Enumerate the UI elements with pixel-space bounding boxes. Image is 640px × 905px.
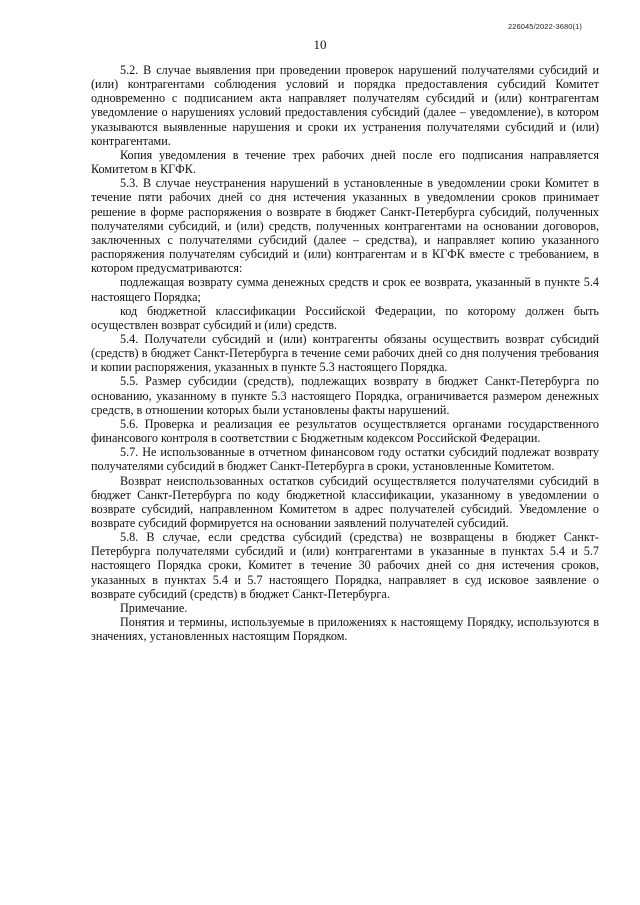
paragraph-notice-copy: Копия уведомления в течение трех рабочих дней после его подписания направляется Комитетом в КГФК. (91, 147, 599, 177)
page-number: 10 (313, 37, 327, 52)
paragraph-5-6: 5.6. Проверка и реализация ее результатов осуществляется органами государственного финансового контроля в соответствии с Бюджетным кодексом Российской Федерации. (91, 416, 599, 446)
paragraph-5-7: 5.7. Не использованные в отчетном финансовом году остатки субсидий подлежат возврату получателями субсидий в бюджет Санкт-Петербурга в сроки, установленные Комитетом. (91, 445, 599, 474)
paragraph-5-4: 5.4. Получатели субсидий и (или) контрагенты обязаны осуществить возврат субсидий (средств) в бюджет Санкт-Петербурга в течение семи рабочих дней со дня получения требования и копии распоряжения, указанных в пункте 5.3 настоящего Порядка. (91, 331, 599, 375)
paragraph-5-8: 5.8. В случае, если средства субсидий (средства) не возвращены в бюджет Санкт-Петербурга получателями субсидий и (или) контрагентами в указанные в пунктах 5.4 и 5.7 настоящего Порядка сроки, Комитет в течение 30 рабочих дней со дня истечения сроков, указанных в пунктах 5.4 и 5.7 настоящего Порядка, направляет в суд исковое заявление о возврате субсидий (средств) в бюджет Санкт-Петербурга. (91, 530, 599, 601)
paragraph-5-5: 5.5. Размер субсидии (средств), подлежащих возврату в бюджет Санкт-Петербурга по основанию, указанному в пункте 5.3 настоящего Порядка, ограничивается размером денежных средств, в отношении которых были установлены факты нарушений. (91, 374, 599, 417)
document-body (91, 63, 599, 643)
paragraph-budget-code: код бюджетной классификации Российской Федерации, по которому должен быть осуществлен возврат субсидий и (или) средств. (91, 303, 599, 332)
paragraph-note-heading: Примечание. (120, 600, 188, 615)
paragraph-return-amount: подлежащая возврату сумма денежных средств и срок ее возврата, указанный в пункте 5.4 настоящего Порядка; (91, 275, 599, 304)
paragraph-5-2: 5.2. В случае выявления при проведении проверок нарушений получателями субсидий и (или) контрагентами соблюдения условий и порядка предоставления субсидий Комитет одновременно с подписанием акта направляет получателям субсидий и (или) контрагентам уведомление о нарушениях условий предоставления субсидий (далее – уведомление), в котором указываются выявленные нарушения и сроки их устранения получателями субсидий и (или) контрагентами. (91, 63, 599, 148)
paragraph-unused-remainders: Возврат неиспользованных остатков субсидий осуществляется получателями субсидий в бюджет Санкт-Петербурга по коду бюджетной классификации, указанному в уведомлении о возврате субсидий, направленном Комитетом в адрес получателей субсидий. Уведомление о возврате субсидий формируется на основании заявлений получателей субсидий. (91, 473, 599, 530)
paragraph-5-3: 5.3. В случае неустранения нарушений в установленные в уведомлении сроки Комитет в течение пяти рабочих дней со дня истечения указанных в уведомлении сроков принимает решение в форме распоряжения о возврате в бюджет Санкт-Петербурга субсидий, полученных получателями субсидий, и (или) средств, полученных контрагентами на основании договоров, заключенных с получателями субсидий (далее – средства), и направляет копию указанного распоряжения получателям субсидий и (или) контрагентам и в КГФК вместе с требованием, в котором предусматриваются: (91, 176, 599, 276)
paragraph-note-text: Понятия и термины, используемые в приложениях к настоящему Порядку, используются в значениях, установленных настоящим Порядком. (91, 615, 599, 644)
document-id: 226045/2022-3680(1) (507, 22, 582, 31)
